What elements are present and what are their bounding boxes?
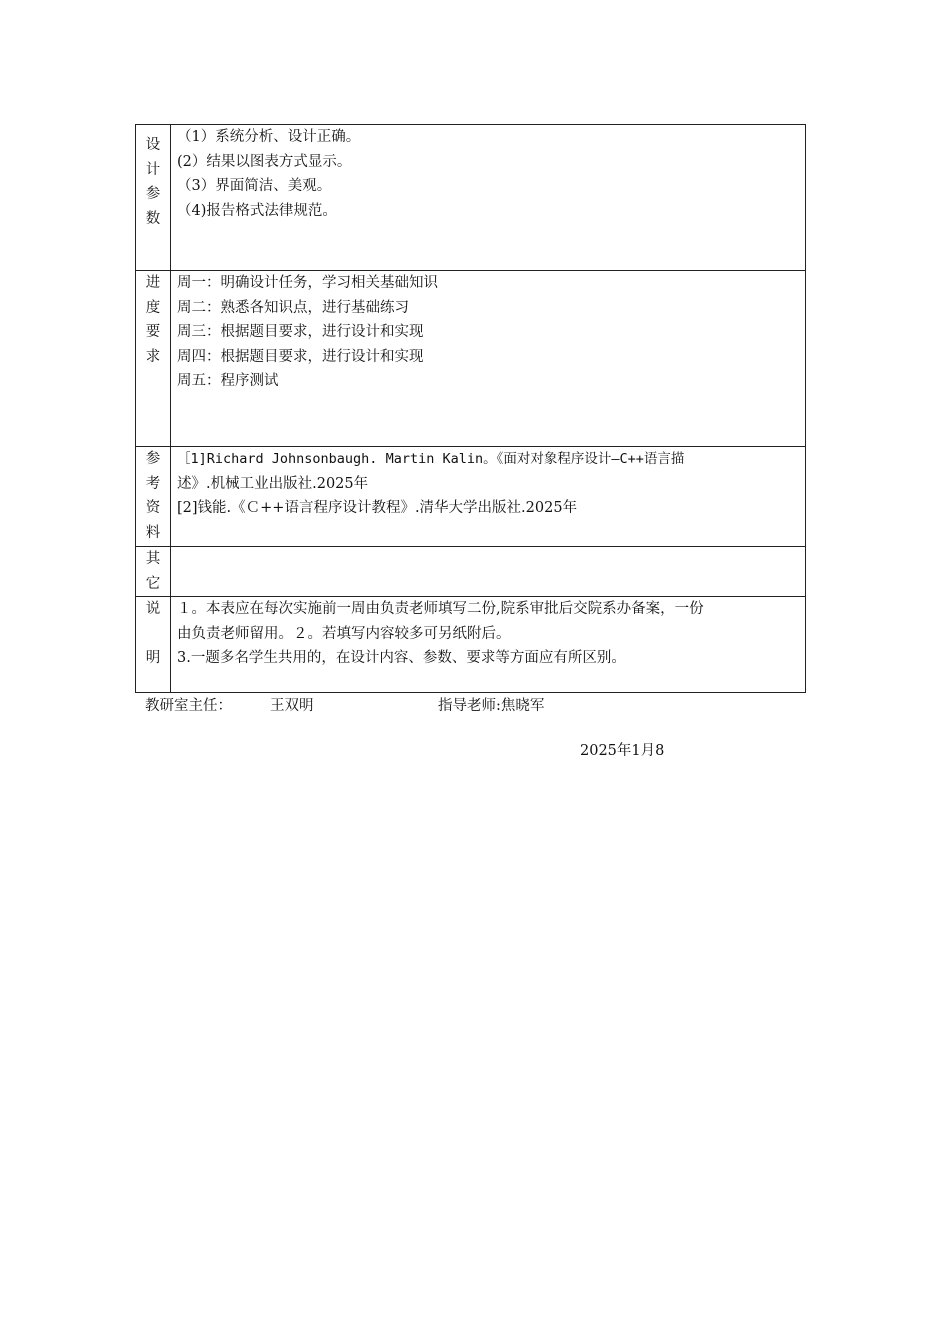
content-line: 周四：根据题目要求，进行设计和实现	[177, 348, 424, 365]
content-line: （1）系统分析、设计正确。	[177, 129, 361, 145]
label-char: 进	[145, 275, 161, 291]
label-char: 计	[145, 161, 161, 178]
content-line: （3）界面简洁、美观。	[177, 178, 332, 194]
references-label	[136, 447, 171, 547]
label-char: 度	[145, 299, 161, 316]
label-char: 它	[145, 575, 161, 592]
other-content	[171, 547, 806, 597]
director-name: 王双明	[270, 698, 314, 714]
label-char: 料	[145, 524, 161, 541]
label-char: 其	[145, 551, 161, 567]
label-char: 明	[145, 650, 161, 666]
references-row	[136, 447, 806, 547]
reference-1-line-2: 述》.机械工业出版社.2025年	[177, 475, 369, 492]
label-char	[151, 622, 156, 647]
label-char: 考	[145, 475, 161, 492]
reference-1-line-1: ［1]Richard Johnsonbaugh. Martin Kalin。《面对对象程序设计—C++语言描	[177, 451, 685, 467]
design-params-label	[136, 125, 171, 271]
content-line: １。本表应在每次实施前一周由负责老师填写二份,院系审批后交院系办备案，一份	[177, 601, 704, 617]
reference-2: [2]钱能.《Ｃ++语言程序设计教程》.清华大学出版社.2025年	[177, 500, 578, 516]
progress-content	[171, 271, 806, 447]
other-label	[136, 547, 171, 597]
notes-label	[136, 597, 171, 693]
content-line: （4)报告格式法律规范。	[177, 202, 337, 219]
date: 2025年1月8	[580, 743, 665, 759]
content-line: 3.一题多名学生共用的，在设计内容、参数、要求等方面应有所区别。	[177, 650, 626, 666]
notes-row	[136, 597, 806, 693]
content-line: 由负责老师留用。２。若填写内容较多可另纸附后。	[177, 625, 511, 642]
label-char: 说	[145, 601, 161, 617]
label-char: 参	[145, 451, 161, 467]
references-content	[171, 447, 806, 547]
design-params-row	[136, 125, 806, 271]
content-line: 周五：程序测试	[177, 373, 279, 389]
content-line: 周三：根据题目要求，进行设计和实现	[177, 324, 424, 340]
notes-content	[171, 597, 806, 693]
design-params-content	[171, 125, 806, 271]
label-char: 资	[145, 500, 161, 516]
label-char: 参	[145, 186, 161, 202]
label-char: 求	[145, 348, 161, 365]
task-table	[135, 124, 806, 693]
director-label: 教研室主任：	[145, 698, 232, 714]
other-row	[136, 547, 806, 597]
label-char: 设	[145, 137, 161, 153]
content-line: 周二：熟悉各知识点，进行基础练习	[177, 299, 409, 316]
label-char: 数	[145, 210, 161, 227]
label-char: 要	[145, 324, 161, 340]
advisor: 指导老师:焦晓军	[438, 698, 545, 714]
content-line: 周一：明确设计任务，学习相关基础知识	[177, 275, 438, 291]
progress-row	[136, 271, 806, 447]
progress-label	[136, 271, 171, 447]
content-line: (2）结果以图表方式显示。	[177, 153, 352, 170]
